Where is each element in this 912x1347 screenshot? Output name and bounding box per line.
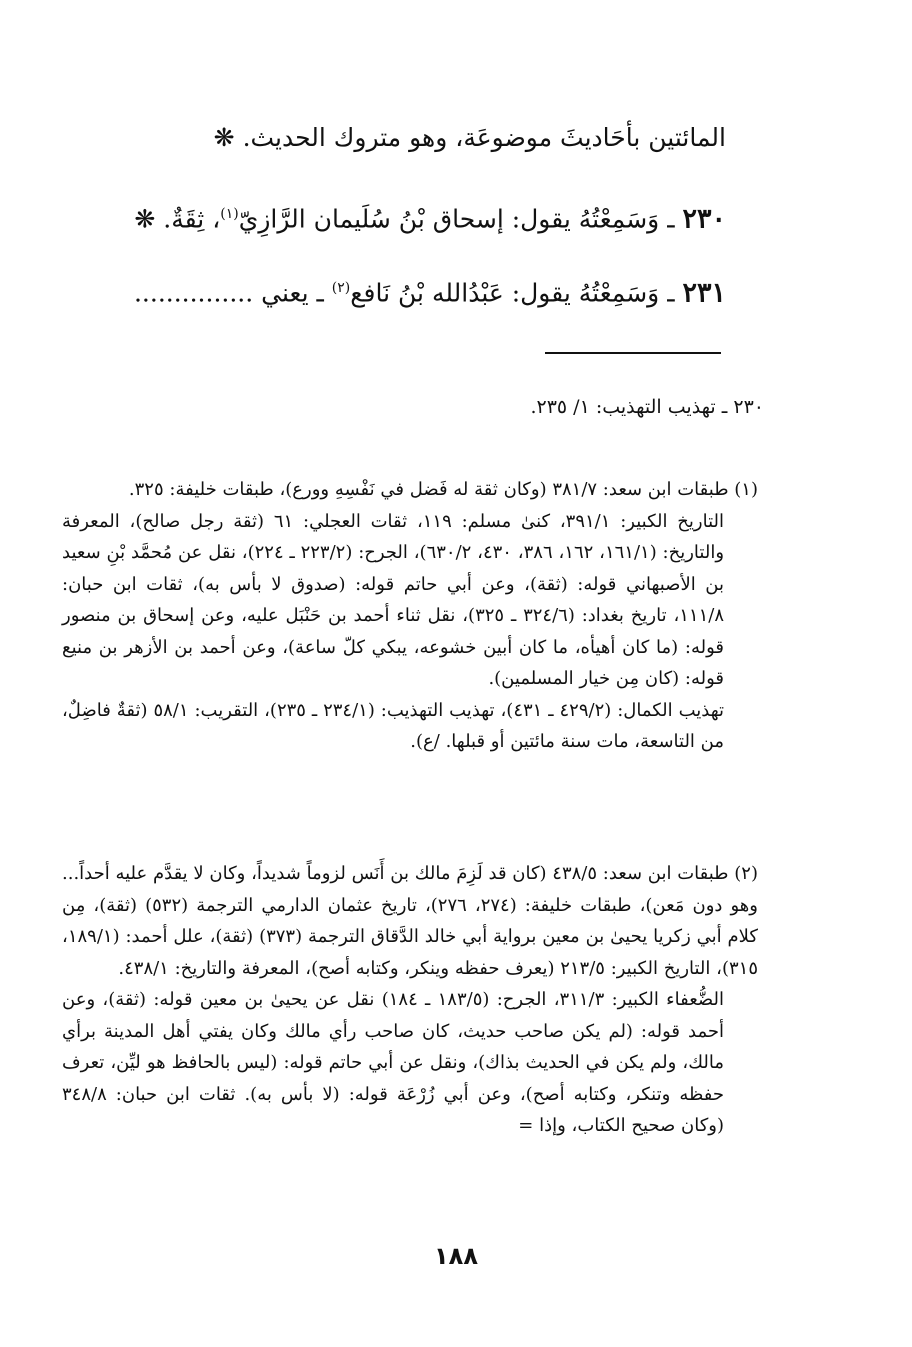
footnote-text: التاريخ الكبير: ٣٩١/١، كنىٰ مسلم: ١١٩، ثقات العجلي: ٦١ (ثقة رجل صالح)، المعرفة والتاريخ: (١٦١/١، ١٦٢، ٣٨٦، ٤٣٠، ٦٣٠/٢)، الجرح: (٢٢٣/٢ ـ ٢٢٤)، نقل عن مُحمَّد بْنِ سعيد بن الأصبهاني قوله: (ثقة)، وعن أبي حاتم قوله: (صدوق لا بأس به)، ثقات ابن حبان: ١١١/٨، تاريخ بغداد: (٣٢٤/٦ ـ ٣٢٥)، نقل ثناء أحمد بن حَنْبَل عليه، وعن إسحاق بن منصور قوله: (ما كان أهيأه، ما كان أبين خشوعه، يبكي كلّ ساعة)، وعن أحمد بن الأزهر بن منيع قوله: (كان مِن خيار المسلمين). — [62, 510, 725, 689]
footnote-text: طبقات ابن سعد: ٤٣٨/٥ (كان قد لَزِمَ مالك بن أَنَس لزوماً شديداً، وكان لا يقدَّم عليه أحداً... وهو دون مَعن)، طبقات خليفة: (٢٧٤، ٢٧٦)، تاريخ عثمان الدارمي الترجمة (٥٣٢) (ثقة)، مِن كلام أبي زكريا يحيىٰ بن معين برواية أبي خالد الدَّقاق الترجمة (٣٧٣) (ثقة)، علل أحمد: (١٨٩/١، ٣١٥)، التاريخ الكبير: ٢١٣/٥ (يعرف حفظه وينكر، وكتابه أصح)، المعرفة والتاريخ: ٤٣٨/١. — [62, 863, 758, 979]
continued-text: المائتين بأحَاديثَ موضوعَة، وهو متروك الحديث. ❋ — [213, 123, 726, 152]
ellipsis-dots: ............... — [133, 278, 254, 308]
footnote-header — [124, 392, 764, 422]
footnote-text: طبقات ابن سعد: ٣٨١/٧ (وكان ثقة له فَضل في نَفْسِهِ وورع)، طبقات خليفة: ٣٢٥. — [128, 479, 729, 500]
footnote-text: تهذيب الكمال: (٤٢٩/٢ ـ ٤٣١)، تهذيب التهذيب: (٢٣٤/١ ـ ٢٣٥)، التقريب: ٥٨/١ (ثقةٌ فاضِلٌ، من التاسعة، مات سنة مائتين أو قبلها. /ع). — [62, 699, 725, 752]
entry-text-end: ـ يعني — [261, 278, 324, 308]
entry-text: ـ وَسَمِعْتُهُ يقول: إسحاق بْنُ سُلَيمان الرَّازِيّ — [238, 204, 675, 234]
page-number: ١٨٨ — [434, 1242, 478, 1270]
footnote-2 — [62, 858, 758, 1142]
footnote-paragraph — [62, 506, 758, 695]
entry-number: ٢٣١ — [682, 277, 726, 309]
footnote-header-text: ٢٣٠ ـ تهذيب التهذيب: ١/ ٢٣٥. — [530, 396, 764, 418]
footnote-text: الضُّعفاء الكبير: ٣١١/٣، الجرح: (١٨٣/٥ ـ ١٨٤) نقل عن يحيىٰ بن معين قوله: (ثقة)، وعن أحمد قوله: (لم يكن صاحب حديث، كان صاحب رأي مالك وكان يفتي أهل المدينة برأي مالك، ولم يكن في الحديث بذاك)، ونقل عن أبي حاتم قوله: (ليس بالحافظ هو ليِّن، تعرف حفظه وتنكر، وكتابه أصح)، وعن أبي زُرْعَة قوله: (لا بأس به). ثقات ابن حبان: ٣٤٨/٨ (وكان صحيح الكتاب، وإذا = — [62, 989, 725, 1136]
footnote-reference: (١) — [220, 206, 239, 222]
entry-text-end: ، ثِقَةٌ. ❋ — [134, 204, 221, 234]
footnote-separator — [545, 352, 721, 354]
footnote-paragraph — [62, 984, 758, 1142]
footnote-mark: (٢) — [734, 863, 758, 884]
footnote-1 — [62, 474, 758, 758]
entry-number: ٢٣٠ — [682, 203, 726, 235]
entry-text: ـ وَسَمِعْتُهُ يقول: عَبْدُالله بْنُ نَافع — [350, 278, 675, 308]
footnote-reference: (٢) — [331, 280, 351, 296]
entry-230 — [86, 196, 726, 237]
footnote-paragraph — [62, 858, 758, 984]
main-text-line — [86, 120, 726, 156]
footnote-paragraph — [62, 474, 758, 506]
entry-231 — [86, 270, 726, 311]
footnote-mark: (١) — [734, 479, 758, 500]
footnote-paragraph — [62, 695, 758, 758]
